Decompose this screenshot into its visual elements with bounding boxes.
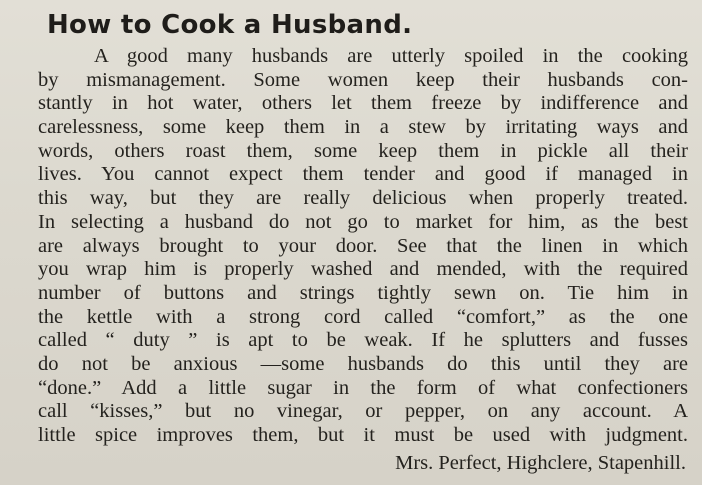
article-line: you wrap him is properly washed and mended, with the required [38, 258, 688, 281]
author-signature: Mrs. Perfect, Highclere, Stapenhill. [395, 452, 686, 474]
article-line: lives. You cannot expect them tender and good if managed in [38, 163, 688, 186]
article-line: this way, but they are really delicious when properly treated. [38, 187, 688, 210]
article-line: carelessness, some keep them in a stew by irritating ways and [38, 116, 688, 139]
article-title: How to Cook a Husband. [47, 10, 413, 40]
article-line: call “kisses,” but no vinegar, or pepper, on any account. A [38, 400, 688, 423]
article-line: number of buttons and strings tightly sewn on. Tie him in [38, 281, 688, 304]
article-line: by mismanagement. Some women keep their husbands con- [38, 68, 688, 91]
article-line: are always brought to your door. See that the linen in which [38, 234, 688, 257]
article-line: “done.” Add a little sugar in the form of what confectioners [38, 376, 688, 399]
article-line: stantly in hot water, others let them freeze by indifference and [38, 92, 688, 115]
article-body [38, 45, 688, 448]
article-line: do not be anxious —some husbands do this until they are [38, 352, 688, 375]
article-line: A good many husbands are utterly spoiled in the cooking [94, 45, 688, 67]
article-line: little spice improves them, but it must be used with judgment. [38, 424, 688, 446]
article-line: In selecting a husband do not go to market for him, as the best [38, 210, 688, 233]
article-line: words, others roast them, some keep them in pickle all their [38, 139, 688, 162]
article-line: called “ duty ” is apt to be weak. If he splutters and fusses [38, 329, 688, 352]
article-line: the kettle with a strong cord called “comfort,” as the one [38, 305, 688, 328]
